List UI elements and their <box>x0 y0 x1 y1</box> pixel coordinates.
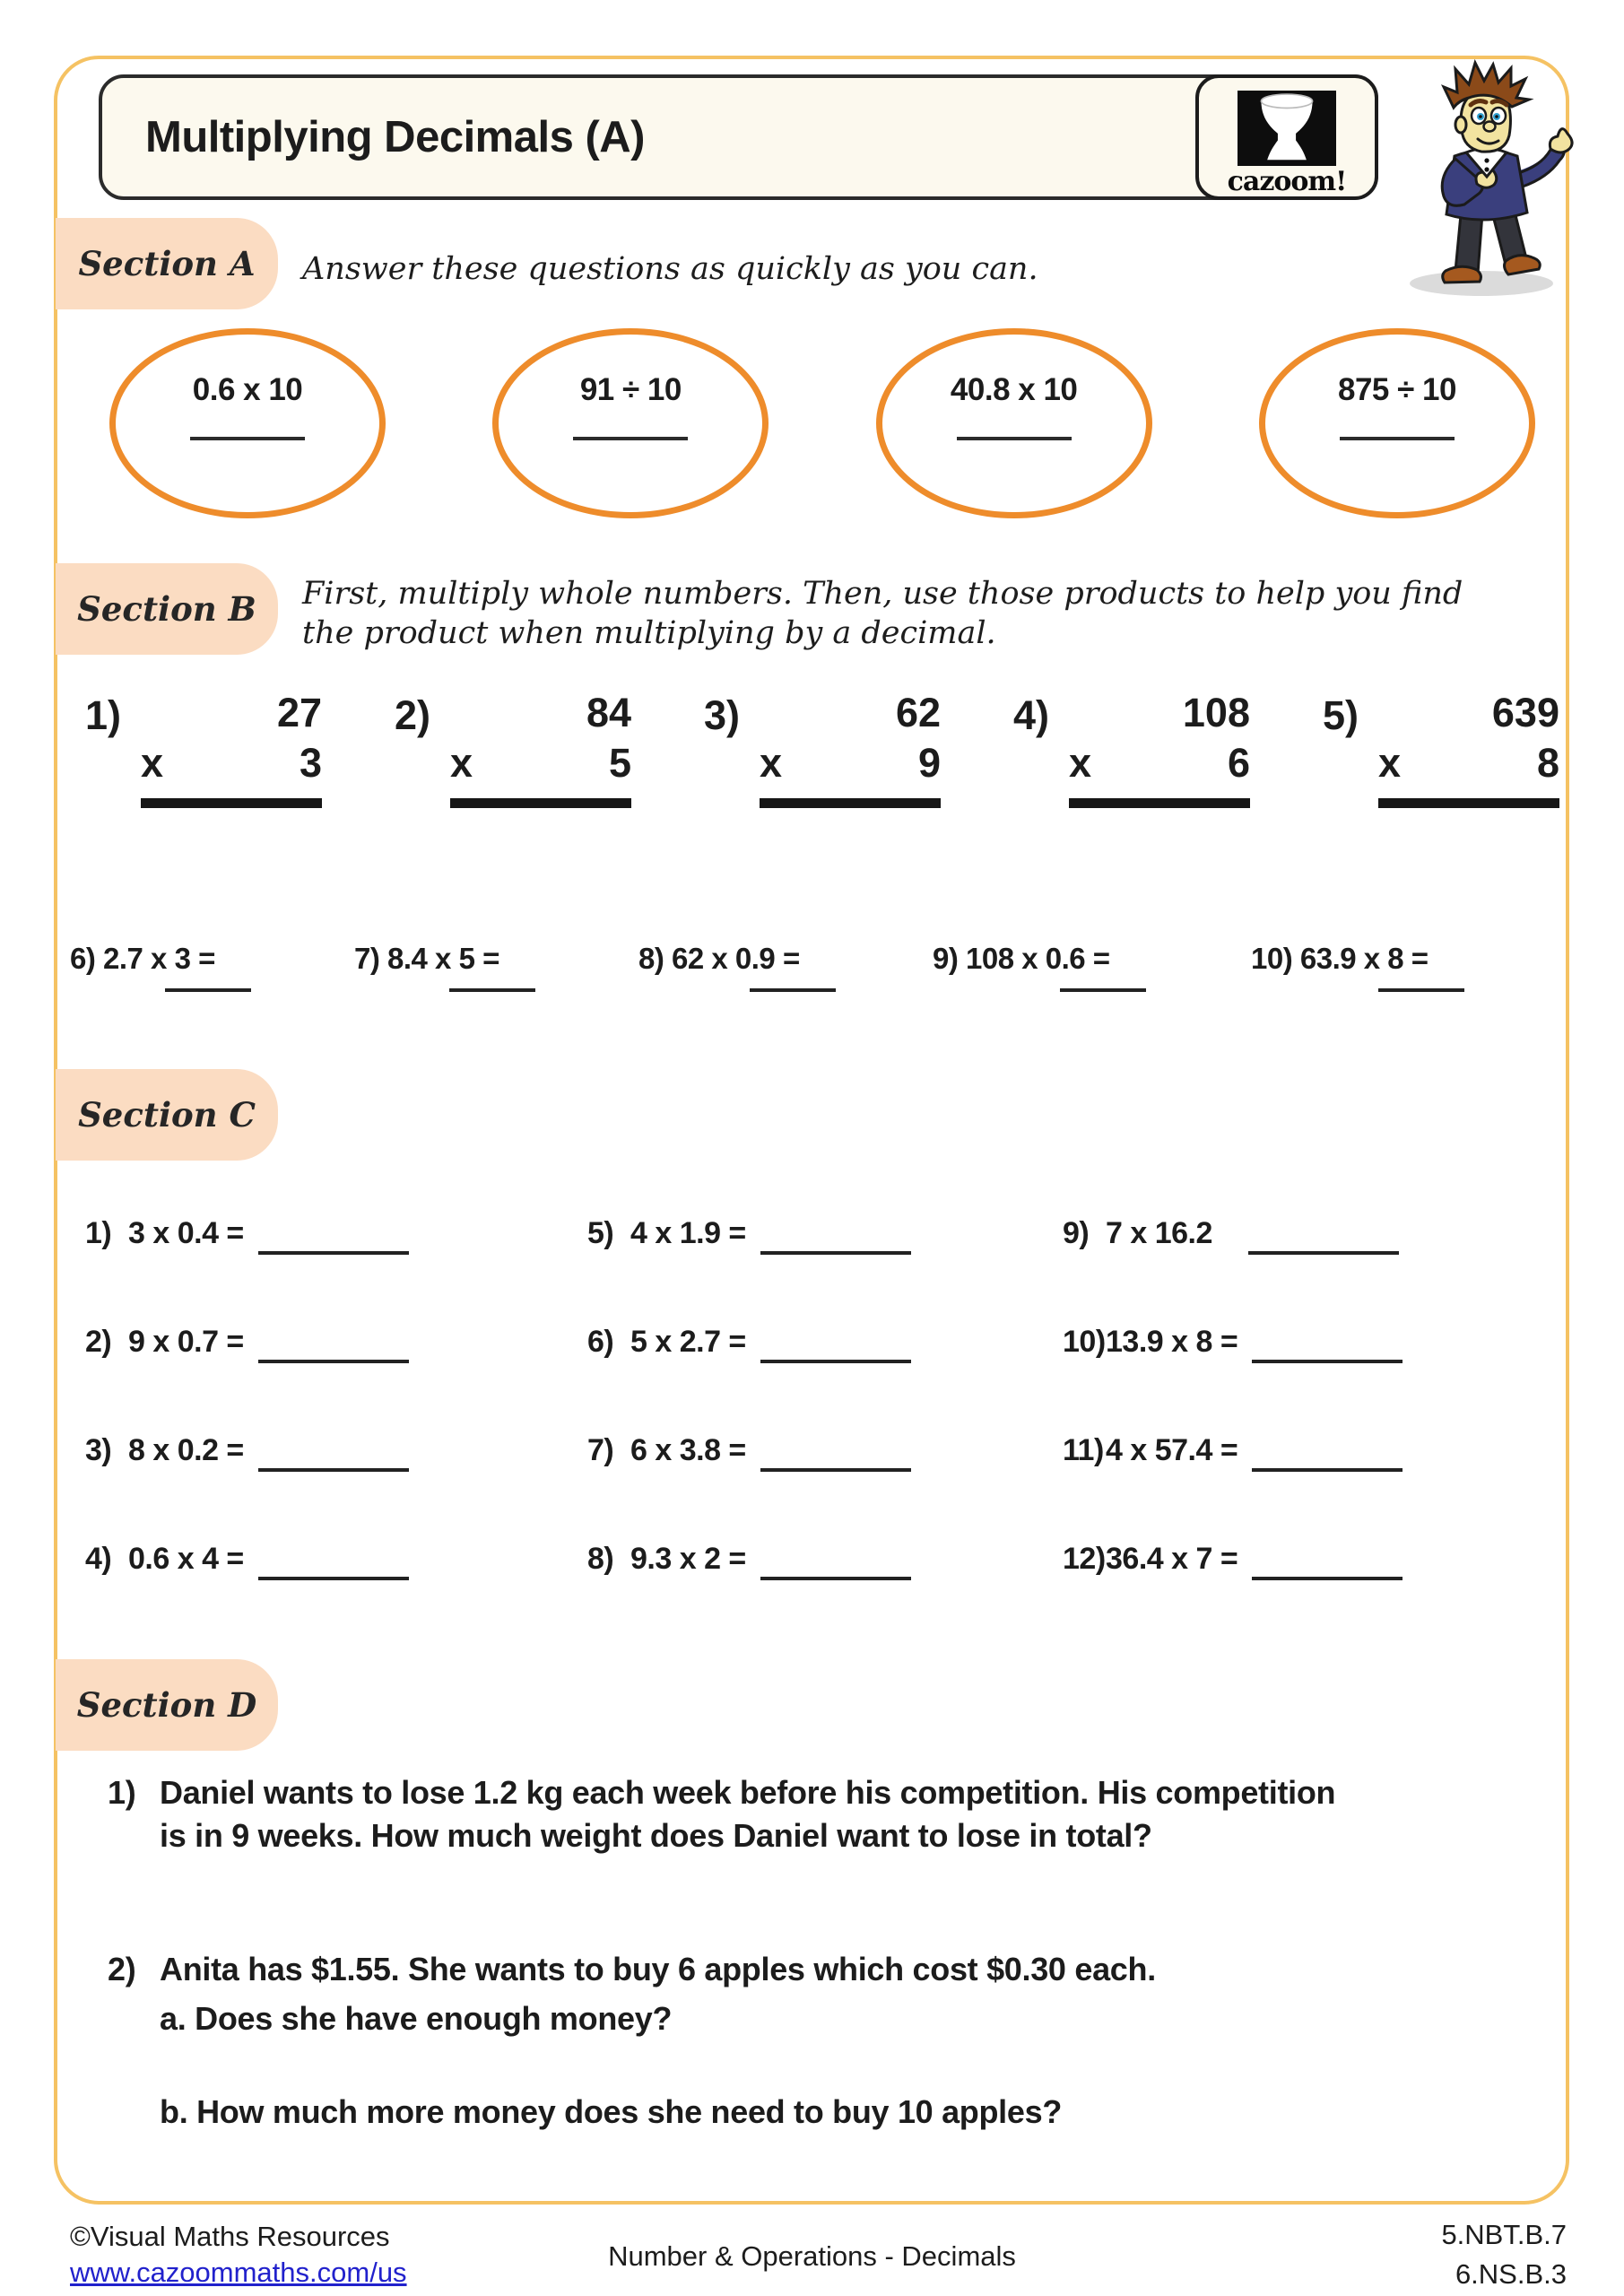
standard-code: 6.NS.B.3 <box>1455 2258 1567 2290</box>
multiply-sign: x <box>141 739 164 786</box>
problem <box>85 1216 587 1325</box>
multiply-sign: x <box>1378 739 1402 786</box>
answer-line <box>750 988 836 992</box>
oval-expression: 91 ÷ 10 <box>579 372 682 407</box>
inline-problem <box>354 942 499 976</box>
word-problem-2 <box>108 1948 1542 1991</box>
problem-number: 1) <box>85 692 122 738</box>
operand-bottom: 3 <box>299 739 322 786</box>
answer-line <box>760 1217 911 1255</box>
problem-text: 7) 8.4 x 5 = <box>354 942 499 975</box>
answer-line <box>1340 437 1455 440</box>
problem-number: 10) <box>1063 1325 1106 1359</box>
title-box <box>99 74 1378 200</box>
problem-text: 7 x 16.2 <box>1106 1216 1212 1250</box>
problem-number: 4) <box>85 1542 112 1576</box>
answer-bar <box>1069 798 1250 808</box>
problem-text: 5 x 2.7 = <box>630 1325 746 1359</box>
standard-code: 5.NBT.B.7 <box>1441 2219 1567 2250</box>
problem-number: 2) <box>85 1325 112 1359</box>
section-a-ovals <box>109 328 1535 518</box>
inline-problem <box>1251 942 1429 976</box>
page-title: Multiplying Decimals (A) <box>145 113 646 161</box>
answer-line <box>760 1543 911 1580</box>
instruction-line: the product when multiplying by a decimal. <box>302 615 996 652</box>
problem-text: 9) 108 x 0.6 = <box>933 942 1110 975</box>
inline-problem <box>70 942 215 976</box>
section-d-tab <box>56 1659 278 1751</box>
answer-line <box>449 988 535 992</box>
footer-copyright: ©Visual Maths Resources <box>70 2221 390 2252</box>
answer-line <box>1060 988 1146 992</box>
vertical-problem <box>1323 691 1624 808</box>
problem <box>1063 1216 1484 1325</box>
problem-number: 9) <box>1063 1216 1090 1250</box>
answer-line <box>258 1217 409 1255</box>
problem <box>85 1325 587 1433</box>
problem <box>587 1216 1063 1325</box>
section-b-label: Section B <box>77 589 256 629</box>
oval-expression: 875 ÷ 10 <box>1337 372 1456 407</box>
problem-text: Anita has $1.55. She wants to buy 6 apples which cost $0.30 each. <box>160 1951 1156 1987</box>
answer-line <box>1378 988 1464 992</box>
problem-text: 3 x 0.4 = <box>128 1216 244 1250</box>
operand-top: 62 <box>895 690 941 735</box>
problem-number: 3) <box>704 692 741 738</box>
problem-number: 8) <box>587 1542 614 1576</box>
problem <box>1063 1433 1484 1542</box>
multiply-sign: x <box>1069 739 1092 786</box>
problem-text: 4 x 57.4 = <box>1106 1433 1238 1467</box>
problem-number: 4) <box>1013 692 1050 738</box>
operand-top: 108 <box>1182 690 1250 735</box>
problem <box>587 1433 1063 1542</box>
answer-line <box>1252 1326 1403 1363</box>
answer-line <box>1252 1434 1403 1472</box>
vertical-problem <box>395 691 704 808</box>
answer-bar <box>1378 798 1559 808</box>
problem-text: 36.4 x 7 = <box>1106 1542 1238 1576</box>
operand-bottom: 8 <box>1536 739 1559 786</box>
answer-line <box>760 1326 911 1363</box>
vertical-problem <box>1013 691 1323 808</box>
problem-number: 1) <box>108 1774 136 1811</box>
problem-text: 6) 2.7 x 3 = <box>70 942 215 975</box>
oval-problem <box>109 328 386 518</box>
section-c-tab <box>56 1069 278 1161</box>
section-b-instruction <box>302 574 1463 654</box>
cazoom-logo <box>1195 74 1378 200</box>
inline-problem <box>638 942 800 976</box>
section-d-label: Section D <box>76 1685 257 1725</box>
problem-text: 10) 63.9 x 8 = <box>1251 942 1429 975</box>
operand-bottom: 5 <box>608 739 631 786</box>
problem-text: 4 x 1.9 = <box>630 1216 746 1250</box>
instruction-line: First, multiply whole numbers. Then, use those products to help you find <box>302 576 1463 612</box>
answer-line <box>573 437 688 440</box>
operand-bottom: 9 <box>917 739 941 786</box>
problem <box>587 1542 1063 1650</box>
problem-number: 11) <box>1063 1433 1104 1467</box>
word-problem-2b: b. How much more money does she need to buy 10 apples? <box>160 2093 1063 2130</box>
word-problem-1 <box>108 1771 1542 1857</box>
oval-problem <box>876 328 1152 518</box>
cazoom-logo-text: cazoom! <box>1227 166 1347 197</box>
problem <box>1063 1542 1484 1650</box>
problem-text: 6 x 3.8 = <box>630 1433 746 1467</box>
operand-top: 27 <box>276 690 322 735</box>
problem-number: 5) <box>587 1216 614 1250</box>
footer-category: Number & Operations - Decimals <box>608 2240 1016 2272</box>
operand-top: 84 <box>586 690 631 735</box>
problem-line: is in 9 weeks. How much weight does Daniel want to lose in total? <box>160 1817 1152 1854</box>
answer-line <box>165 988 251 992</box>
section-c-problems <box>85 1216 1484 1650</box>
problem <box>1063 1325 1484 1433</box>
problem-number: 5) <box>1323 692 1359 738</box>
answer-line <box>1248 1217 1399 1255</box>
problem-number: 2) <box>108 1951 136 1987</box>
problem <box>85 1433 587 1542</box>
section-b-tab <box>56 563 278 655</box>
problem-number: 1) <box>85 1216 112 1250</box>
section-c-label: Section C <box>78 1095 256 1135</box>
problem-text: 13.9 x 8 = <box>1106 1325 1238 1359</box>
problem-number: 6) <box>587 1325 614 1359</box>
answer-bar <box>141 798 322 808</box>
problem-text: 9.3 x 2 = <box>630 1542 746 1576</box>
answer-line <box>1252 1543 1403 1580</box>
answer-line <box>258 1434 409 1472</box>
vertical-problem <box>85 691 395 808</box>
answer-bar <box>760 798 941 808</box>
section-a-label: Section A <box>78 244 256 283</box>
problem-number: 2) <box>395 692 431 738</box>
problem-text: 0.6 x 4 = <box>128 1542 244 1576</box>
oval-problem <box>1259 328 1535 518</box>
answer-line <box>760 1434 911 1472</box>
footer-standards <box>1441 2215 1567 2294</box>
problem-line: Daniel wants to lose 1.2 kg each week before his competition. His competition <box>160 1774 1336 1811</box>
problem-text: 9 x 0.7 = <box>128 1325 244 1359</box>
problem <box>587 1325 1063 1433</box>
section-b-inline-problems <box>70 942 1576 1049</box>
word-problem-2a: a. Does she have enough money? <box>160 2000 673 2037</box>
oval-expression: 0.6 x 10 <box>192 372 303 407</box>
oval-expression: 40.8 x 10 <box>950 372 1078 407</box>
footer-website-link[interactable]: www.cazoommaths.com/us <box>70 2257 407 2289</box>
djembe-drum-icon <box>1238 91 1336 166</box>
answer-line <box>190 437 305 440</box>
problem-text: 8 x 0.2 = <box>128 1433 244 1467</box>
answer-line <box>957 437 1072 440</box>
problem-text: 8) 62 x 0.9 = <box>638 942 800 975</box>
section-a-tab <box>56 218 278 309</box>
operand-bottom: 6 <box>1227 739 1250 786</box>
problem <box>85 1542 587 1650</box>
multiply-sign: x <box>760 739 783 786</box>
section-b-vertical-problems <box>85 691 1624 808</box>
answer-bar <box>450 798 631 808</box>
problem-number: 12) <box>1063 1542 1106 1576</box>
oval-problem <box>492 328 769 518</box>
multiply-sign: x <box>450 739 473 786</box>
vertical-problem <box>704 691 1013 808</box>
answer-line <box>258 1326 409 1363</box>
problem-number: 7) <box>587 1433 614 1467</box>
operand-top: 639 <box>1491 690 1559 735</box>
answer-line <box>258 1543 409 1580</box>
section-a-instruction: Answer these questions as quickly as you can. <box>302 251 1038 287</box>
inline-problem <box>933 942 1110 976</box>
problem-number: 3) <box>85 1433 112 1467</box>
mascot-character <box>1392 59 1585 301</box>
problem-text <box>160 1771 1335 1857</box>
